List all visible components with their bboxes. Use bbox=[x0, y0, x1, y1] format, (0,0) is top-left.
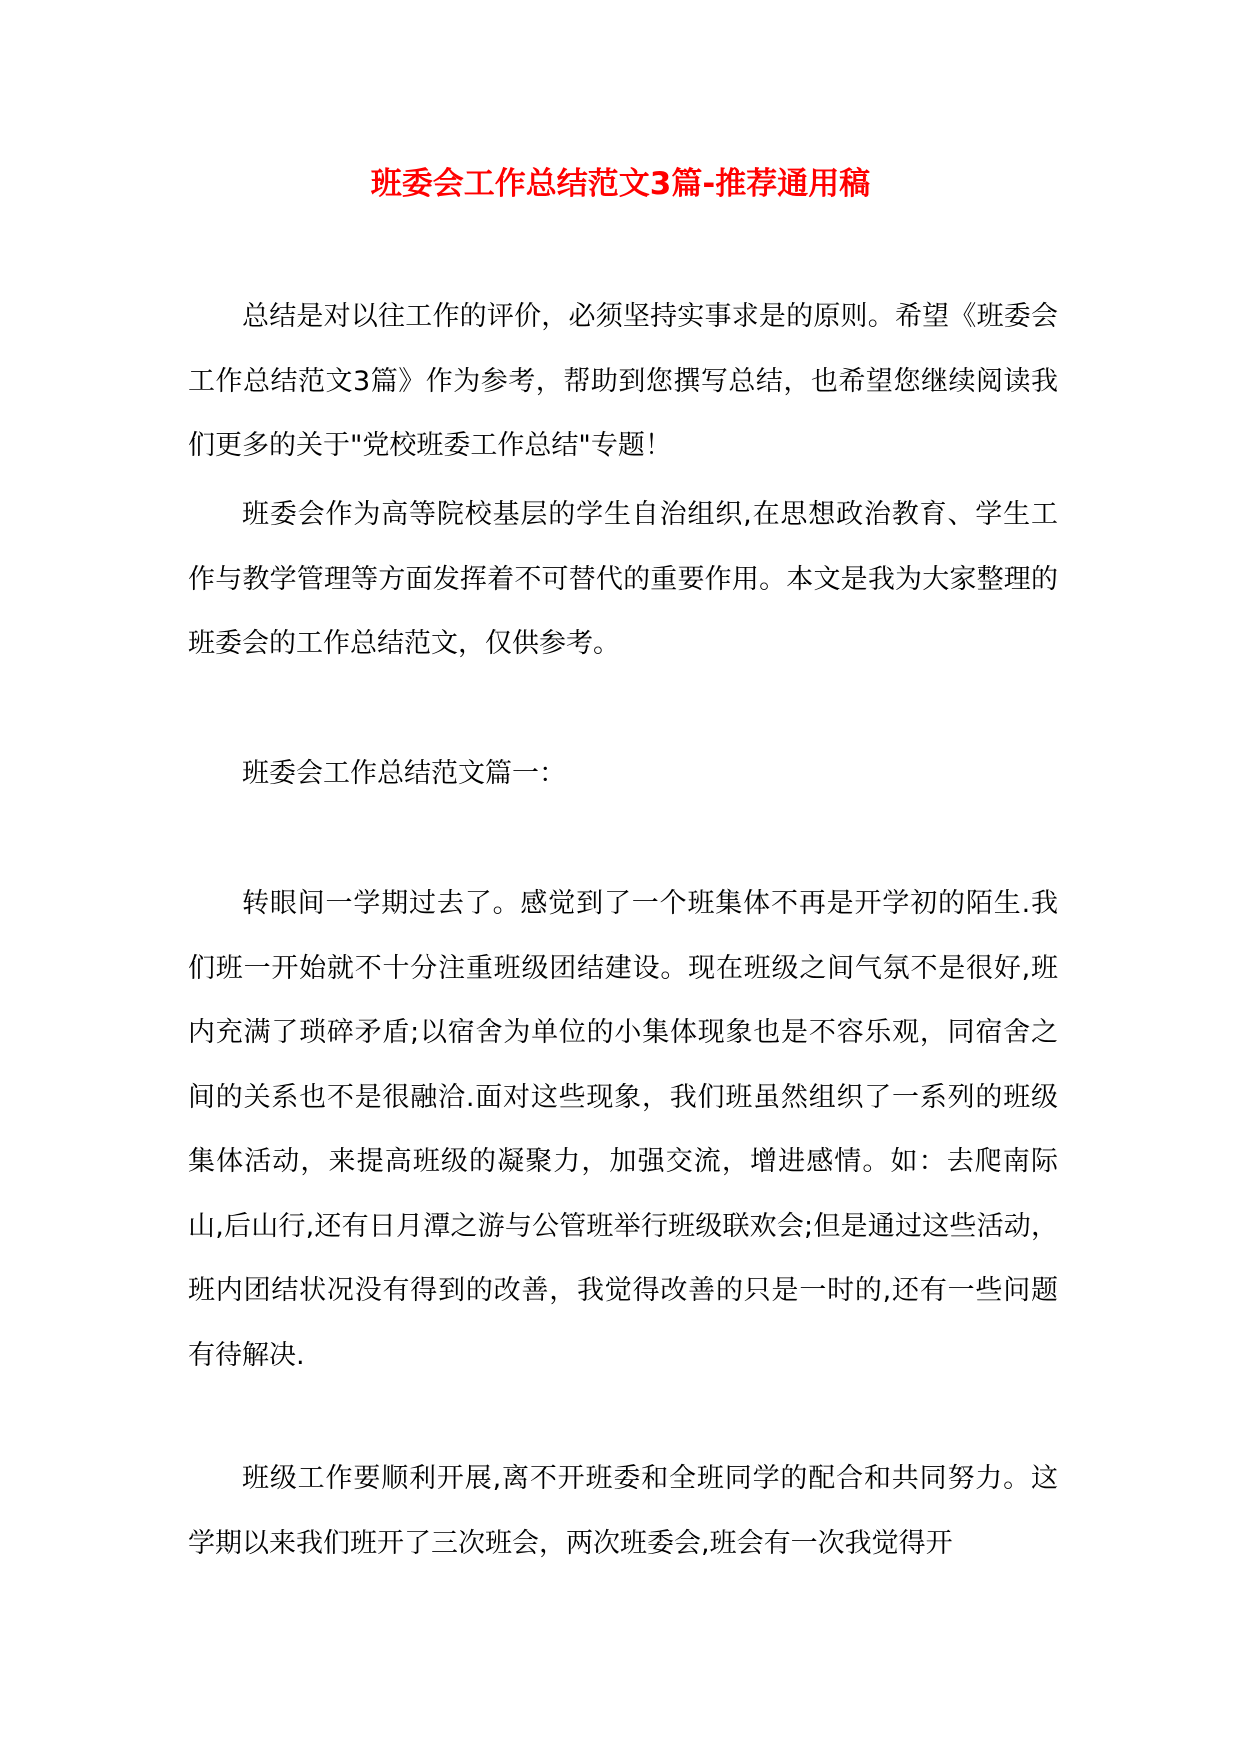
body-paragraph: 班级工作要顺利开展,离不开班委和全班同学的配合和共同努力。这学期以来我们班开了三次班会，两次班委会,班会有一次我觉得开 bbox=[188, 1463, 1058, 1559]
section-heading: 班委会工作总结范文篇一： bbox=[242, 758, 566, 789]
summary-paragraph: 班委会作为高等院校基层的学生自治组织,在思想政治教育、学生工作与教学管理等方面发挥着不可替代的重要作用。本文是我为大家整理的班委会的工作总结范文，仅供参考。 bbox=[188, 499, 1058, 659]
intro-paragraph: 总结是对以往工作的评价，必须坚持实事求是的原则。希望《班委会工作总结范文3篇》作为参考，帮助到您撰写总结，也希望您继续阅读我们更多的关于"党校班委工作总结"专题！ bbox=[188, 301, 1058, 461]
body-paragraph: 转眼间一学期过去了。感觉到了一个班集体不再是开学初的陌生.我们班一开始就不十分注重班级团结建设。现在班级之间气氛不是很好,班内充满了琐碎矛盾;以宿舍为单位的小集体现象也是不容乐观，同宿舍之间的关系也不是很融洽.面对这些现象，我们班虽然组织了一系列的班级集体活动，来提高班级的凝聚力，加强交流，增进感情。如：去爬南际山,后山行,还有日月潭之游与公管班举行班级联欢会;但是通过这些活动，班内团结状况没有得到的改善，我觉得改善的只是一时的,还有一些问题有待解决. bbox=[188, 888, 1058, 1371]
document-title: 班委会工作总结范文3篇-推荐通用稿 bbox=[370, 166, 871, 202]
